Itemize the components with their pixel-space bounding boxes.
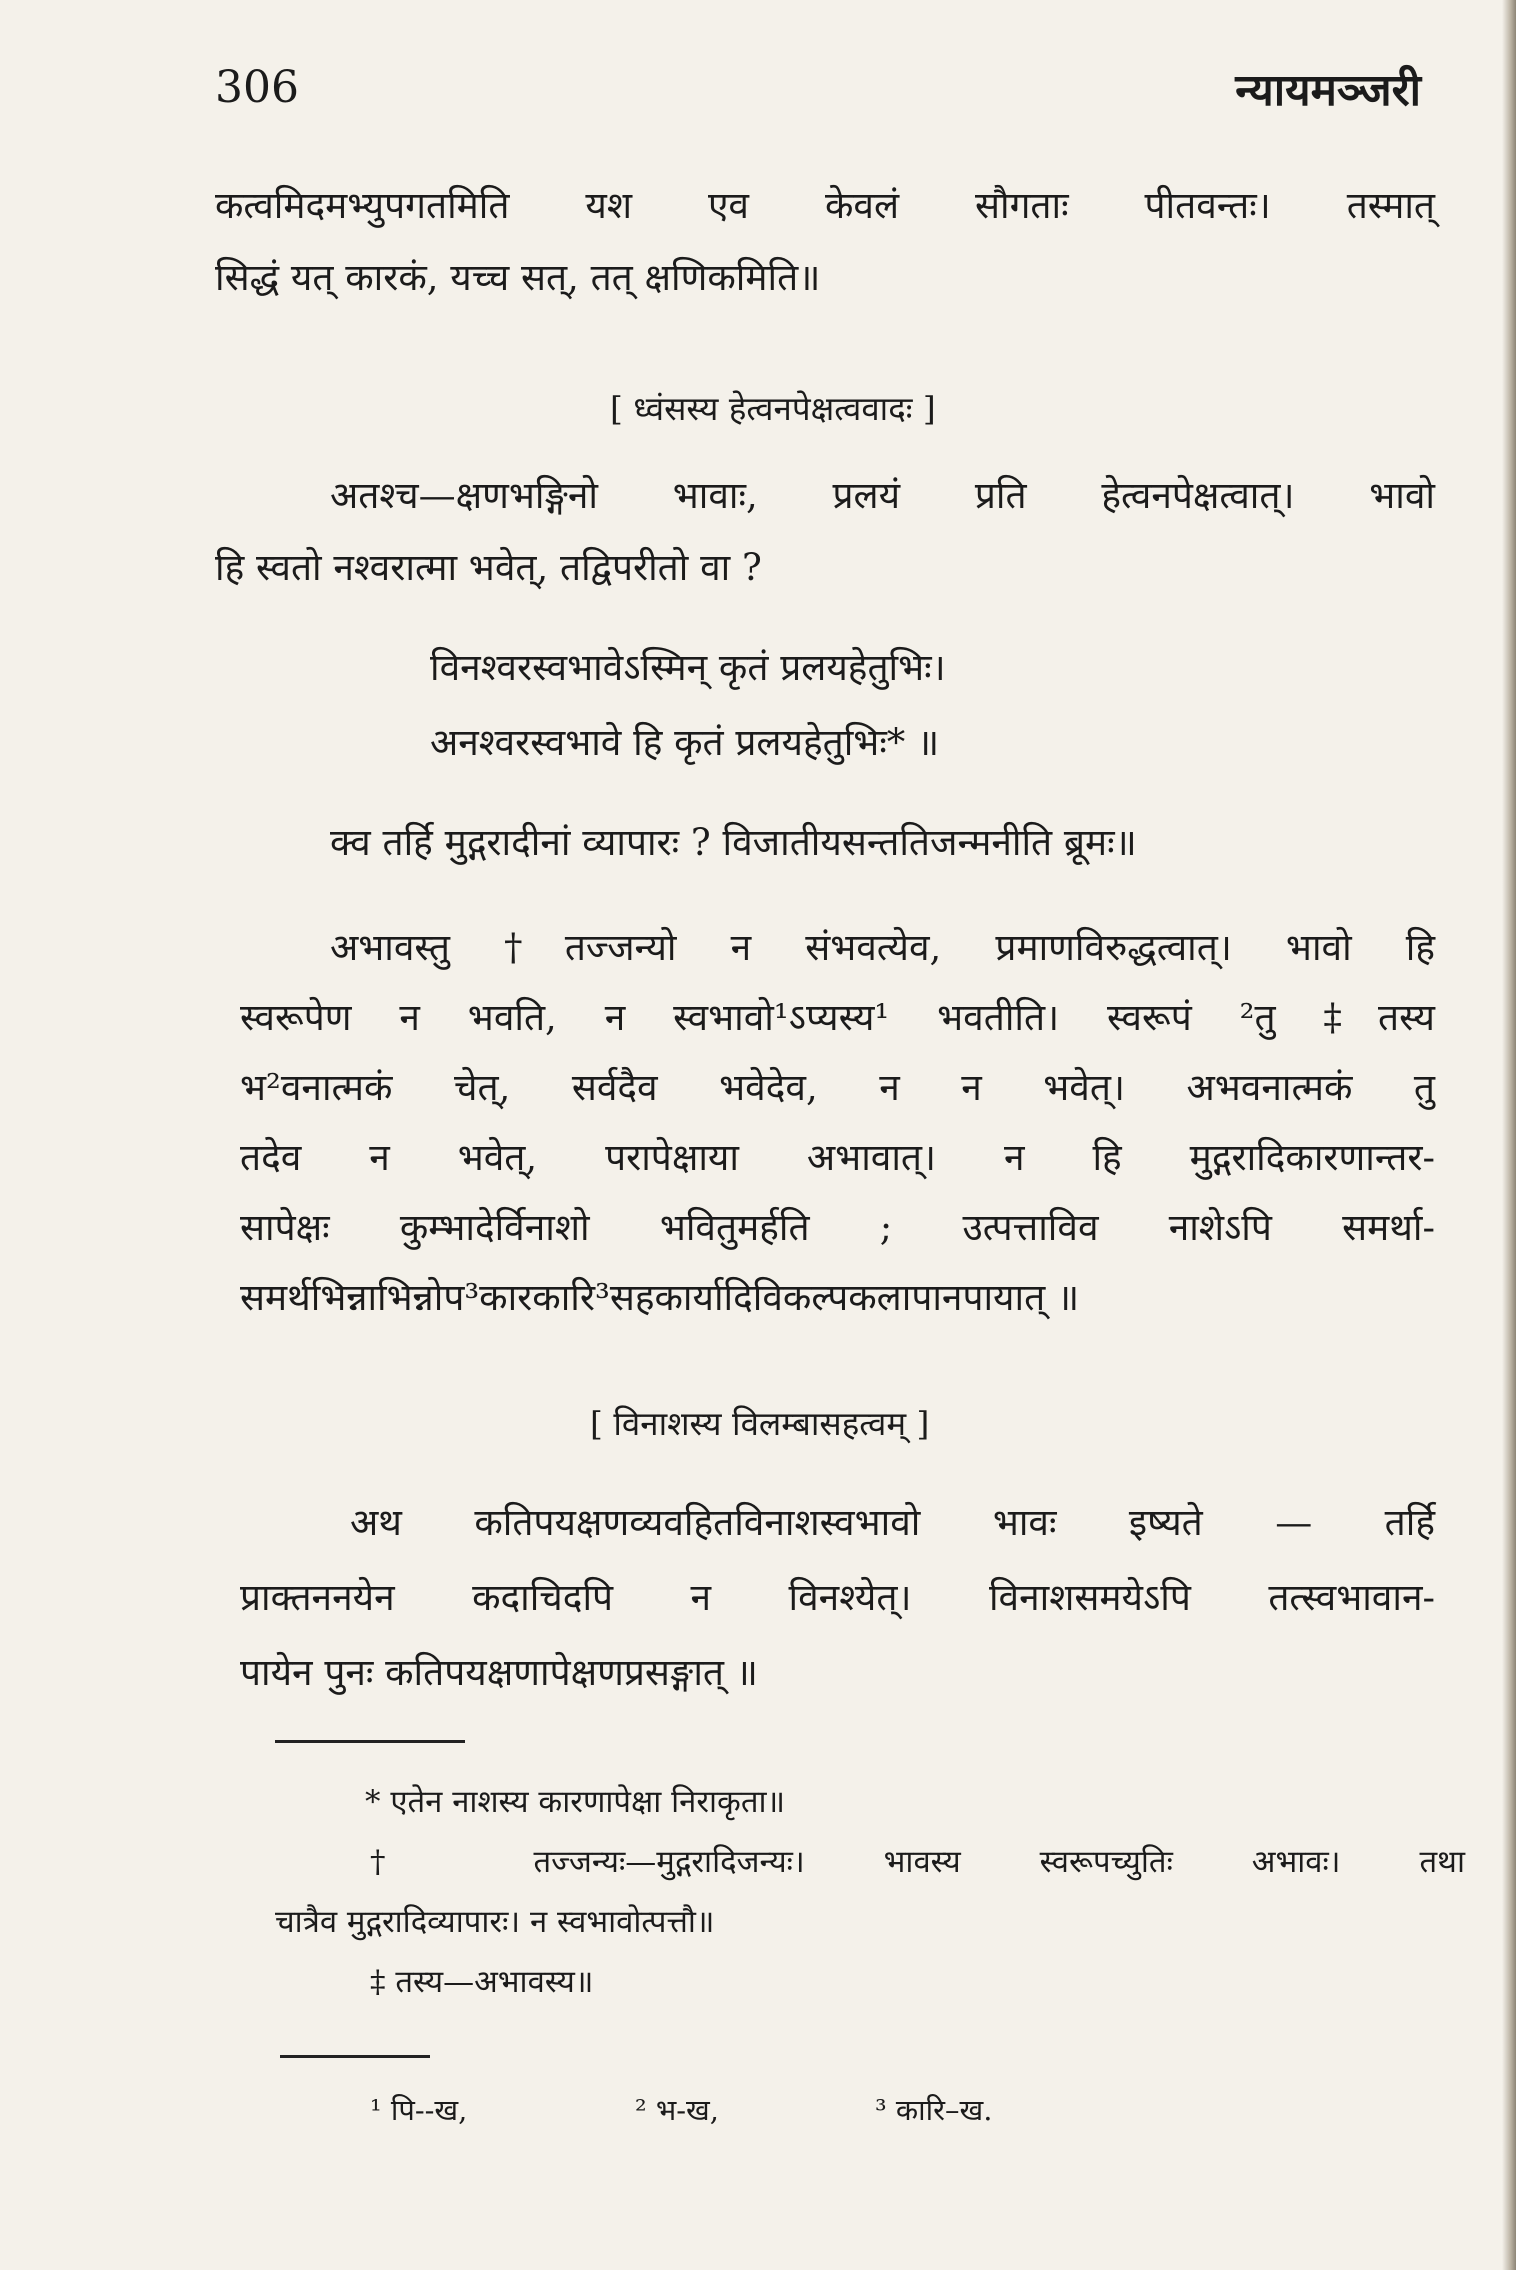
- footnote-double-dagger: ‡ तस्य—अभावस्य॥: [370, 1964, 594, 2000]
- para4-line-5: सापेक्षः कुम्भादेर्विनाशो भवितुमर्हति ; उत्पत्ताविव नाशेऽपि समर्था-: [240, 1206, 1435, 1249]
- para3-line: क्व तर्हि मुद्गरादीनां व्यापारः ? विजातीयसन्ततिजन्मनीति ब्रूमः॥: [330, 821, 1137, 864]
- running-head: न्यायमञ्जरी: [1235, 65, 1421, 116]
- page-edge-shadow: [1502, 0, 1516, 2270]
- footnote-rule: [275, 1740, 465, 1743]
- para2-line-1: अतश्च—क्षणभङ्गिनो भावाः, प्रलयं प्रति हेत्वनपेक्षत्वात्। भावो: [330, 474, 1435, 517]
- section-heading-2: [ विनाशस्य विलम्बासहत्वम् ]: [590, 1404, 930, 1443]
- footnote-asterisk: * एतेन नाशस्य कारणापेक्षा निराकृता॥: [365, 1784, 786, 1820]
- para1-line-1: कत्वमिदमभ्युपगतमिति यश एव केवलं सौगताः पीतवन्तः। तस्मात्: [215, 184, 1435, 227]
- para4-line-6: समर्थभिन्नाभिन्नोप³कारकारि³सहकार्यादिविकल्पकलापानपायात् ॥: [240, 1276, 1080, 1319]
- para2-line-2: हि स्वतो नश्वरात्मा भवेत्, तद्विपरीतो वा ?: [215, 546, 762, 589]
- page-number: 306: [215, 62, 299, 113]
- variant-note-2: ² भ-ख,: [635, 2093, 719, 2127]
- para4-line-2: स्वरूपेण न भवति, न स्वभावो¹ऽप्यस्य¹ भवतीति। स्वरूपं ²तु ‡तस्य: [240, 996, 1435, 1039]
- apparatus-rule: [280, 2055, 430, 2058]
- footnote-dagger-line-1: † तज्जन्यः—मुद्गरादिजन्यः। भावस्य स्वरूपच्युतिः अभावः। तथा: [370, 1844, 1465, 1880]
- verse-line-2: अनश्वरस्वभावे हि कृतं प्रलयहेतुभिः* ॥: [430, 721, 940, 764]
- section-heading-1: [ ध्वंसस्य हेत्वनपेक्षत्ववादः ]: [610, 389, 936, 428]
- para5-line-3: पायेन पुनः कतिपयक्षणापेक्षणप्रसङ्गात् ॥: [240, 1651, 758, 1694]
- para4-line-3: भ²वनात्मकं चेत्, सर्वदैव भवेदेव, न न भवेत्। अभवनात्मकं तु: [240, 1066, 1435, 1109]
- verse-line-1: विनश्वरस्वभावेऽस्मिन् कृतं प्रलयहेतुभिः।: [430, 646, 946, 689]
- para5-line-2: प्राक्तननयेन कदाचिदपि न विनश्येत्। विनाशसमयेऽपि तत्स्वभावान-: [240, 1576, 1435, 1619]
- variant-note-1: ¹ पि--ख,: [370, 2093, 468, 2127]
- para4-line-1: अभावस्तु †तज्जन्यो न संभवत्येव, प्रमाणविरुद्धत्वात्। भावो हि: [330, 926, 1435, 969]
- footnote-dagger-line-2: चात्रैव मुद्गरादिव्यापारः। न स्वभावोत्पत्तौ॥: [275, 1904, 715, 1940]
- variant-note-3: ³ कारि–ख.: [875, 2093, 993, 2127]
- para1-line-2: सिद्धं यत् कारकं, यच्च सत्, तत् क्षणिकमिति॥: [215, 256, 821, 299]
- para4-line-4: तदेव न भवेत्, परापेक्षाया अभावात्। न हि मुद्गरादिकारणान्तर-: [240, 1136, 1435, 1179]
- para5-line-1: अथ कतिपयक्षणव्यवहितविनाशस्वभावो भावः इष्यते — तर्हि: [350, 1501, 1435, 1544]
